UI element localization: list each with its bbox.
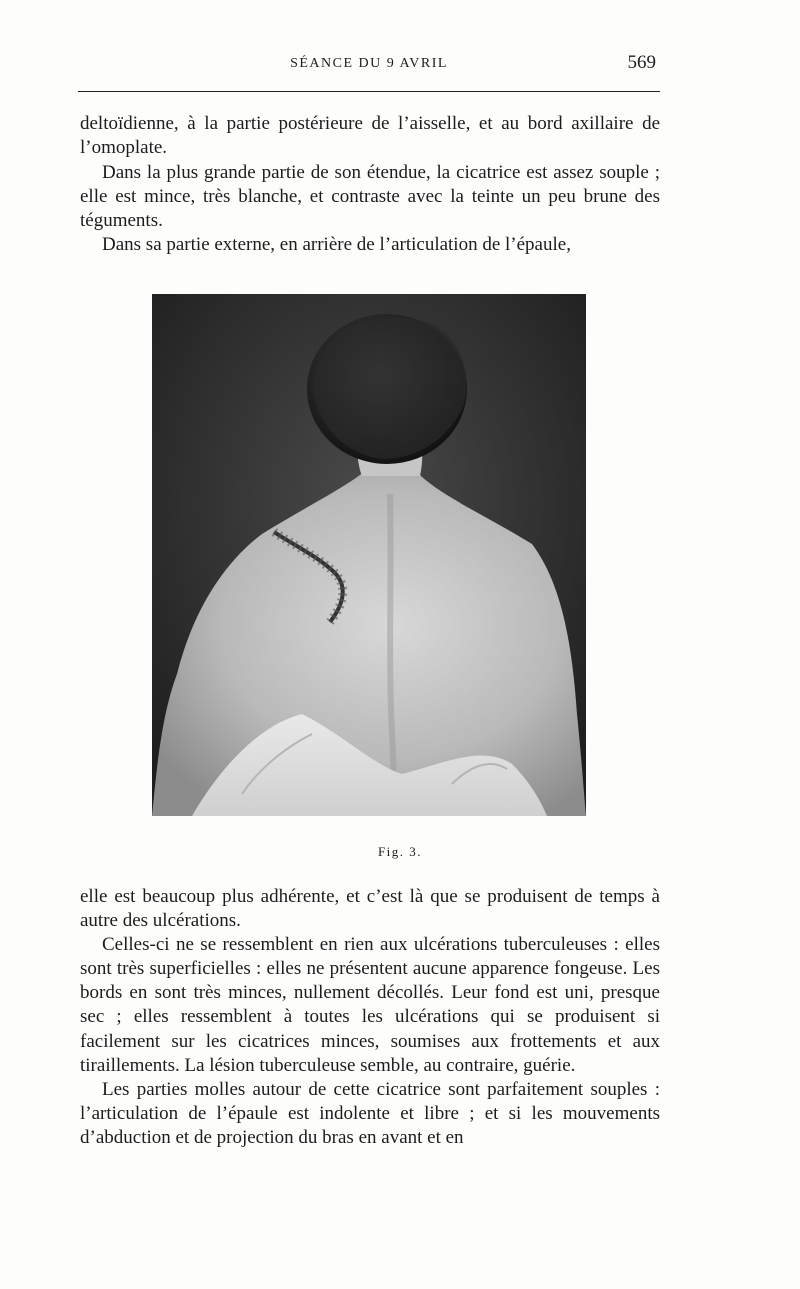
running-head: SÉANCE DU 9 AVRIL — [290, 56, 448, 71]
paragraph: Dans la plus grande partie de son étendue, la cicatrice est assez souple ; elle est mince, très blanche, et contraste avec la teinte un peu brune des téguments. — [80, 161, 660, 232]
figure-caption: Fig. 3. — [377, 844, 423, 859]
body-text-bottom — [80, 885, 660, 1150]
body-text-top — [80, 112, 660, 258]
paragraph: Celles-ci ne se ressemblent en rien aux ulcérations tuberculeuses : elles sont très superficielles : elles ne présentent aucune apparence fongeuse. Les bords en sont très minces, nullement décollés. Leur fond est uni, presque sec ; elles ressemblent à toutes les ulcérations qui se produisent si facilement sur les cicatrices minces, soumises aux frottements et aux tiraillements. La lésion tuberculeuse semble, au contraire, guérie. — [80, 934, 660, 1076]
header-rule — [78, 91, 660, 92]
figure-photograph — [152, 294, 586, 816]
paragraph: Les parties molles autour de cette cicatrice sont parfaitement souples : l’articulation de l’épaule est indolente et libre ; et si les mouvements d’abduction et de projection du bras en avant et en — [80, 1078, 660, 1148]
paragraph: elle est beaucoup plus adhérente, et c’est là que se produisent de temps à autre des ulcérations. — [80, 886, 660, 932]
page-number: 569 — [627, 52, 656, 73]
spine-shadow — [390, 494, 394, 799]
page-header — [78, 50, 660, 80]
paragraph: Dans sa partie externe, en arrière de l’articulation de l’épaule, — [102, 234, 571, 256]
paragraph: deltoïdienne, à la partie postérieure de l’aisselle, et au bord axillaire de l’omoplate. — [80, 113, 660, 159]
photograph-back-with-scar — [152, 294, 586, 816]
